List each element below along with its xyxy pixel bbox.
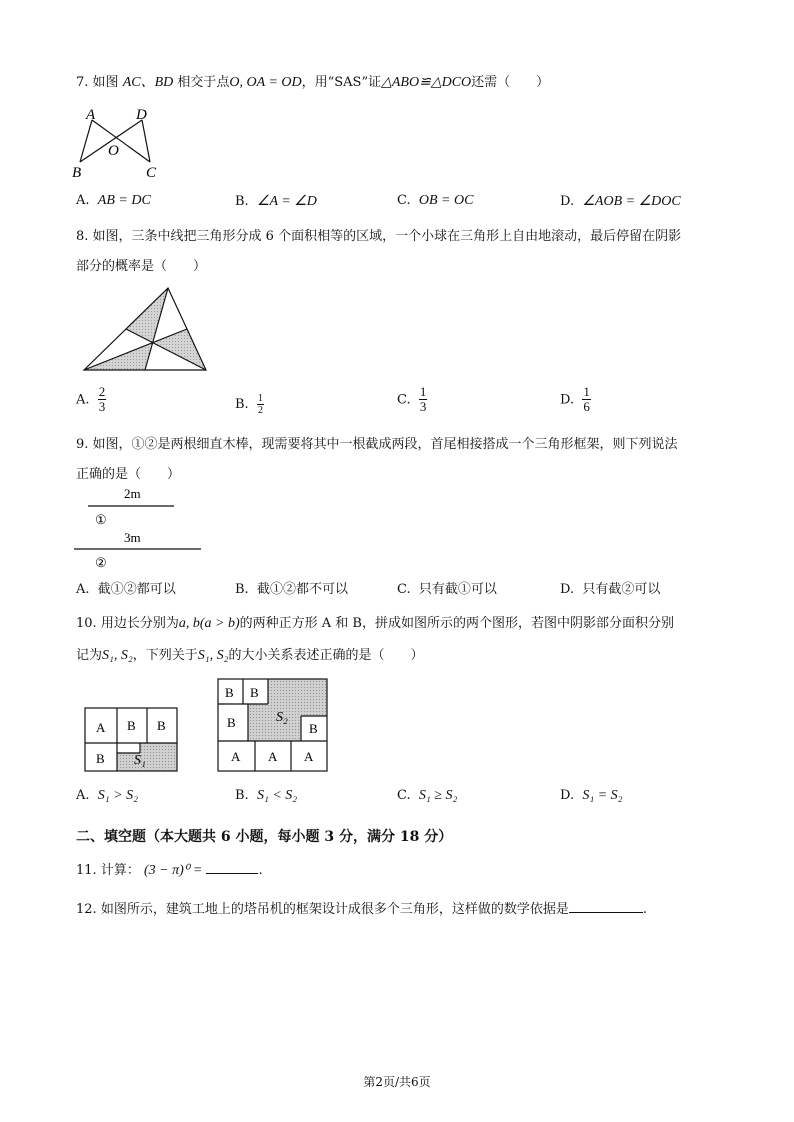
q10-figure-2 bbox=[217, 678, 331, 774]
fig2-b-label: B bbox=[225, 685, 234, 700]
option-letter: C. bbox=[397, 582, 411, 597]
option-letter: B. bbox=[235, 194, 249, 209]
q8-option-d[interactable] bbox=[560, 385, 591, 415]
q12-answer-blank[interactable] bbox=[569, 900, 643, 913]
option-letter: C. bbox=[397, 193, 411, 208]
q9-option-b[interactable] bbox=[235, 578, 348, 597]
q9-figure bbox=[70, 484, 210, 570]
fraction: $\frac{1}{3}$ bbox=[419, 384, 427, 415]
q7-text-b: 相交于点 bbox=[177, 75, 230, 90]
q7-label-o: O bbox=[108, 143, 119, 159]
fraction: $\frac{1}{6}$ bbox=[583, 384, 590, 415]
q7-figure bbox=[68, 104, 164, 180]
option-math: S₁ ≥ S₂ bbox=[418, 788, 458, 803]
q7-label-d: D bbox=[136, 107, 147, 123]
q8-option-c[interactable] bbox=[397, 385, 427, 415]
option-letter: B. bbox=[235, 788, 249, 803]
q7-text-c: ，用“SAS”证 bbox=[301, 75, 382, 90]
q10-line2-b: ，下列关于 bbox=[132, 648, 198, 663]
option-math: S₁ < S₂ bbox=[256, 788, 298, 803]
fraction: $\frac{2}{3}$ bbox=[98, 384, 106, 415]
q10-math-b: S₁, S₂ bbox=[102, 648, 133, 663]
question-10 bbox=[76, 608, 734, 672]
question-12 bbox=[76, 898, 734, 923]
q8-line1: 如图，三条中线把三角形分成 6 个面积相等的区域，一个小球在三角形上自由地滚动，最后停留在阴影 bbox=[92, 229, 682, 244]
q8-option-b[interactable] bbox=[235, 393, 264, 416]
q12-text: 如图所示，建筑工地上的塔吊机的框架设计成很多个三角形，这样做的数学依据是 bbox=[100, 902, 569, 917]
fig1-a-label: A bbox=[96, 720, 106, 735]
fig2-b-label: B bbox=[309, 721, 318, 736]
section-title: 二、填空题（本大题共 6 小题，每小题 3 分，满分 18 分） bbox=[76, 829, 453, 845]
fig1-b-label: B bbox=[96, 751, 105, 766]
q12-tail: . bbox=[642, 902, 647, 917]
q10-option-d[interactable] bbox=[560, 788, 623, 804]
rod2-label: ② bbox=[95, 555, 107, 570]
q10-option-c[interactable] bbox=[397, 788, 457, 804]
option-text: 只有截①可以 bbox=[418, 582, 497, 597]
rod1-length: 2m bbox=[124, 486, 141, 501]
option-letter: A. bbox=[76, 788, 90, 803]
option-letter: D. bbox=[560, 788, 575, 803]
q10-text-b: 的两种正方形 A 和 B，拼成如图所示的两个图形，若图中阴影部分面积分别 bbox=[239, 616, 674, 631]
fig2-b-label: B bbox=[227, 715, 236, 730]
q7-label-c: C bbox=[146, 165, 157, 180]
q7-label-b: B bbox=[72, 165, 82, 180]
q10-text-a: 用边长分别为 bbox=[100, 616, 179, 631]
q10-math-a: a, b(a > b) bbox=[178, 616, 240, 631]
q8-number: 8. bbox=[76, 229, 89, 244]
rod1-label: ① bbox=[95, 512, 107, 527]
q9-option-c[interactable] bbox=[397, 578, 497, 597]
q9-option-a[interactable] bbox=[76, 578, 176, 597]
q10-math-c: S₁, S₂ bbox=[197, 648, 229, 663]
option-letter: C. bbox=[397, 392, 411, 408]
fig2-a-label: A bbox=[231, 749, 241, 764]
q7-text-d: 还需（ ） bbox=[471, 75, 550, 90]
question-9 bbox=[76, 430, 734, 490]
q8-line2: 部分的概率是（ ） bbox=[76, 259, 207, 274]
option-letter: B. bbox=[235, 397, 249, 412]
fig2-s2-label: S₂ bbox=[276, 710, 288, 725]
fig1-b-label: B bbox=[157, 718, 166, 733]
option-math: ∠A = ∠D bbox=[256, 194, 317, 209]
q10-option-b[interactable] bbox=[235, 788, 297, 804]
option-letter: D. bbox=[560, 582, 575, 597]
option-letter: A. bbox=[76, 392, 90, 408]
q10-line2-c: 的大小关系表述正确的是（ ） bbox=[228, 648, 424, 663]
q9-option-d[interactable] bbox=[560, 578, 660, 597]
question-11 bbox=[76, 858, 734, 885]
q11-answer-blank[interactable] bbox=[206, 861, 258, 874]
rod2-length: 3m bbox=[124, 530, 141, 545]
q7-option-c[interactable] bbox=[397, 193, 473, 209]
option-math: S₁ > S₂ bbox=[97, 788, 138, 803]
fig2-a-label: A bbox=[268, 749, 278, 764]
q10-figure-1 bbox=[84, 707, 182, 773]
fig2-a-label: A bbox=[304, 749, 314, 764]
q9-number: 9. bbox=[76, 437, 89, 452]
q7-text-a: 如图 bbox=[92, 75, 119, 90]
q7-option-d[interactable] bbox=[560, 193, 681, 210]
q11-text: 计算： bbox=[100, 863, 140, 878]
option-letter: D. bbox=[560, 392, 575, 408]
option-text: 截①②都不可以 bbox=[256, 582, 348, 597]
q7-math-c: △ABO≌△DCO bbox=[381, 75, 472, 90]
option-math: ∠AOB = ∠DOC bbox=[582, 194, 681, 209]
option-math: OB = OC bbox=[418, 193, 474, 208]
q7-option-b[interactable] bbox=[235, 193, 317, 210]
q9-line1: 如图，①②是两根细直木棒，现需要将其中一根截成两段，首尾相接搭成一个三角形框架，则下列说法 bbox=[92, 437, 678, 452]
option-text: 截①②都可以 bbox=[97, 582, 176, 597]
fig2-b-label: B bbox=[250, 685, 259, 700]
q10-line2-a: 记为 bbox=[76, 648, 103, 663]
q12-number: 12. bbox=[76, 902, 97, 917]
q10-option-a[interactable] bbox=[76, 788, 138, 804]
q10-number: 10. bbox=[76, 616, 97, 631]
q7-math-a: AC、BD bbox=[122, 75, 174, 90]
q9-line2: 正确的是（ ） bbox=[76, 467, 181, 482]
option-letter: A. bbox=[76, 582, 90, 597]
q11-math: (3 − π)⁰ = bbox=[143, 863, 203, 878]
option-letter: D. bbox=[560, 194, 575, 209]
q7-math-b: O, OA = OD bbox=[229, 75, 302, 90]
option-letter: A. bbox=[76, 193, 90, 208]
q11-number: 11. bbox=[76, 863, 97, 878]
q7-label-a: A bbox=[86, 107, 96, 123]
q8-figure bbox=[82, 284, 212, 376]
option-letter: B. bbox=[235, 582, 249, 597]
fraction: $\frac{1}{2}$ bbox=[257, 393, 263, 416]
q7-number: 7. bbox=[76, 75, 89, 90]
option-letter: C. bbox=[397, 788, 411, 803]
option-math: AB = DC bbox=[97, 193, 151, 208]
fig1-s1-label: S₁ bbox=[134, 753, 146, 768]
q8-option-a[interactable] bbox=[76, 385, 106, 415]
q7-option-a[interactable] bbox=[76, 193, 151, 209]
question-8 bbox=[76, 222, 734, 282]
fig1-b-label: B bbox=[127, 718, 136, 733]
page-number: 第2页/共6页 bbox=[363, 1075, 431, 1089]
option-math: S₁ = S₂ bbox=[582, 788, 623, 803]
question-7 bbox=[76, 70, 734, 97]
option-text: 只有截②可以 bbox=[582, 582, 661, 597]
q11-tail: . bbox=[258, 863, 263, 878]
